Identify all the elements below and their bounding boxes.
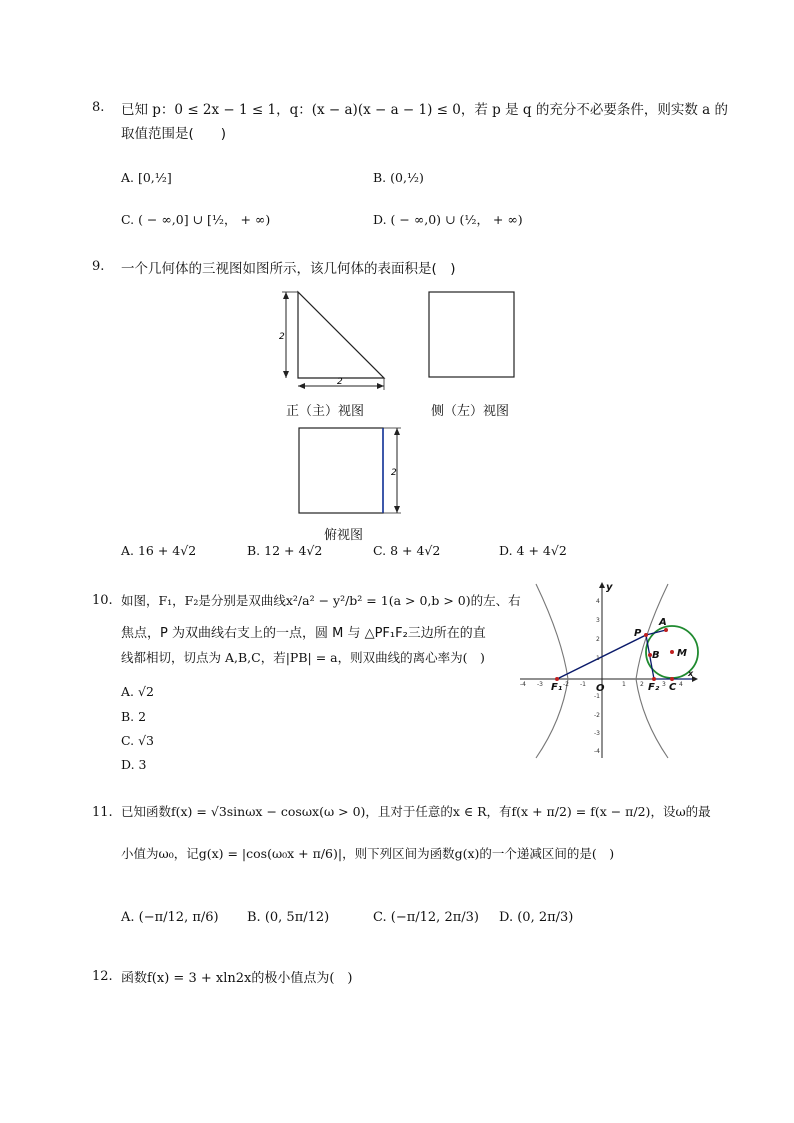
option-d: D. 3	[121, 757, 147, 772]
front-view-figure	[276, 286, 392, 396]
x-tick-label: -2	[563, 681, 569, 688]
option-c: C. √3	[121, 733, 154, 748]
y-tick-label: 2	[596, 636, 600, 643]
m-label: M	[677, 648, 687, 659]
f2-label: F₂	[648, 682, 660, 693]
y-tick-label: -3	[594, 730, 600, 737]
a-label: A	[659, 617, 667, 628]
option-b: B. 2	[121, 709, 147, 724]
dimension-label: 2	[391, 468, 397, 478]
point-f1	[555, 677, 559, 681]
arrowhead	[394, 428, 400, 435]
x-tick-label: 1	[622, 681, 626, 688]
option-b: B. (0, 5π/12)	[247, 910, 330, 925]
square-shape	[429, 292, 514, 377]
question-stem-line2: 小值为ω₀，记g(x) = |cos(ω₀x + π/6)|，则下列区间为函数g(x)的一个递减区间的是( )	[121, 846, 615, 861]
question-stem-line1: 已知 p：0 ≤ 2x − 1 ≤ 1，q：(x − a)(x − a − 1) ≤ 0，若 p 是 q 的充分不必要条件，则实数 a 的	[121, 102, 728, 118]
y-axis-arrow	[599, 582, 605, 588]
option-a: A. (−π/12, π/6)	[121, 910, 219, 925]
c-label: C	[669, 682, 677, 693]
arrowhead	[283, 371, 289, 378]
y-tick-label: -1	[594, 693, 600, 700]
x-tick-label: 2	[640, 681, 644, 688]
point-a	[664, 628, 668, 632]
y-tick-labels	[594, 598, 600, 755]
question-stem-line2: 取值范围是( )	[121, 126, 227, 142]
question-number: 10.	[92, 593, 113, 608]
option-d: D. ( − ∞,0) ∪ (½， + ∞)	[373, 212, 523, 227]
y-tick-label: -4	[594, 748, 600, 755]
arrowhead	[394, 506, 400, 513]
question-stem-line3: 线都相切，切点为 A,B,C，若|PB| = a，则双曲线的离心率为( )	[121, 650, 485, 665]
option-b: B. 12 + 4√2	[247, 543, 323, 558]
x-tick-label: 4	[679, 681, 683, 688]
question-stem: 函数f(x) = 3 + xln2x的极小值点为( )	[121, 971, 353, 986]
x-tick-label: -4	[520, 681, 526, 688]
dimension-label: 2	[337, 377, 343, 387]
point-m	[670, 650, 674, 654]
top-view-caption: 俯视图	[324, 528, 364, 543]
b-label: B	[652, 650, 660, 661]
hyperbola-figure	[516, 578, 702, 764]
x-tick-label: -3	[537, 681, 543, 688]
question-number: 12.	[92, 969, 113, 984]
question-stem-line1: 已知函数f(x) = √3sinωx − cosωx(ω > 0)，且对于任意的x ∈ R，有f(x + π/2) = f(x − π/2)，设ω的最	[121, 804, 711, 819]
option-c: C. ( − ∞,0] ∪ [½， + ∞)	[121, 212, 271, 227]
option-c: C. 8 + 4√2	[373, 543, 441, 558]
triangle-shape	[298, 292, 384, 378]
y-tick-label: 1	[596, 655, 600, 662]
question-number: 9.	[92, 259, 105, 274]
p-label: P	[634, 628, 642, 639]
top-view-figure	[297, 424, 407, 518]
x-tick-label: 3	[662, 681, 666, 688]
question-stem: 一个几何体的三视图如图所示，该几何体的表面积是( )	[121, 261, 456, 277]
hyperbola-left-branch	[536, 584, 568, 758]
option-a: A. 16 + 4√2	[121, 543, 197, 558]
option-a: A. √2	[121, 684, 154, 699]
arrowhead	[377, 383, 384, 389]
arrowhead	[298, 383, 305, 389]
arrowhead	[283, 292, 289, 299]
dimension-label: 2	[279, 332, 285, 342]
x-axis-label: x	[688, 669, 694, 678]
point-f2	[652, 677, 656, 681]
option-a: A. [0,½]	[121, 170, 172, 185]
square-shape	[299, 428, 383, 513]
origin-label: O	[596, 683, 605, 694]
side-view-figure	[428, 290, 518, 380]
option-c: C. (−π/12, 2π/3)	[373, 910, 479, 925]
question-number: 11.	[92, 805, 113, 820]
point-c	[670, 677, 674, 681]
question-number: 8.	[92, 100, 105, 115]
y-tick-label: -2	[594, 712, 600, 719]
front-view-caption: 正（主）视图	[286, 404, 365, 419]
option-d: D. 4 + 4√2	[499, 543, 567, 558]
question-stem-line2: 焦点，P 为双曲线右支上的一点，圆 M 与 △PF₁F₂三边所在的直	[121, 626, 486, 641]
option-d: D. (0, 2π/3)	[499, 910, 574, 925]
y-axis-label: y	[606, 582, 613, 593]
point-p	[644, 633, 648, 637]
y-tick-label: 3	[596, 617, 600, 624]
option-b: B. (0,½)	[373, 170, 424, 185]
f1-label: F₁	[551, 682, 563, 693]
y-tick-label: 4	[596, 598, 600, 605]
side-view-caption: 侧（左）视图	[431, 404, 510, 419]
x-tick-label: -1	[580, 681, 586, 688]
question-stem-line1: 如图，F₁，F₂是分别是双曲线x²/a² − y²/b² = 1(a > 0,b > 0)的左、右	[121, 593, 521, 608]
